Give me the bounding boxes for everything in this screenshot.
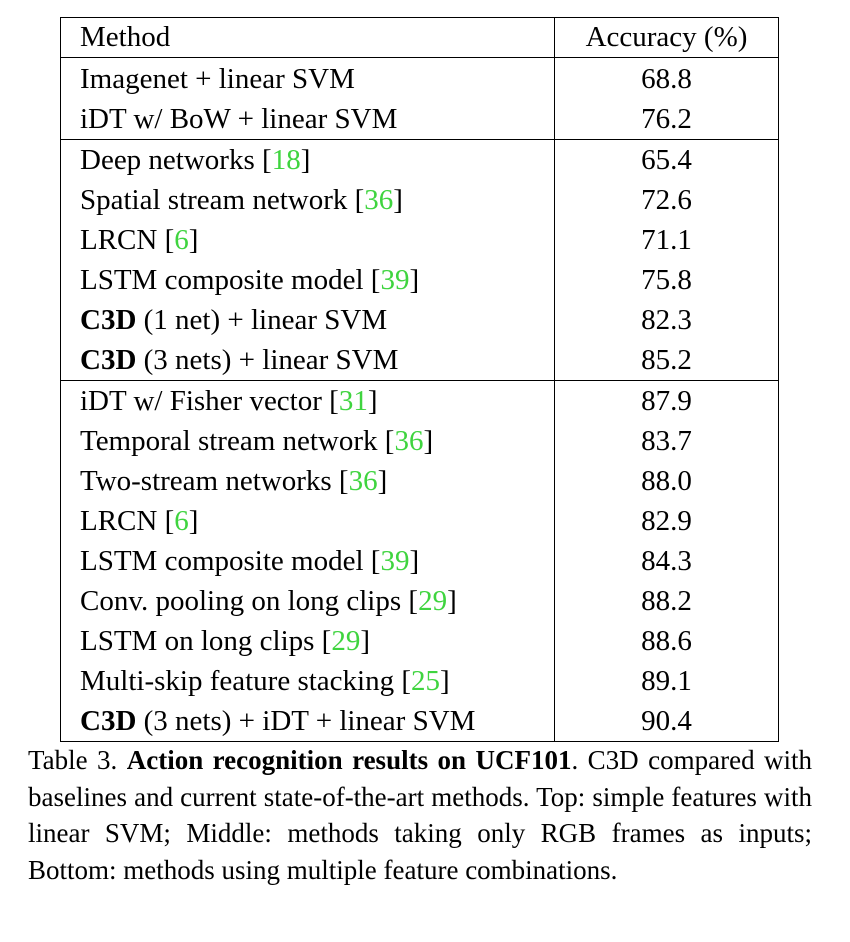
table-row [61,260,779,300]
method-bold-prefix: C3D [80,344,137,376]
table-row [61,621,779,661]
method-cell: LRCN [6] [61,220,555,260]
header-row [61,18,779,58]
citation-link[interactable]: 18 [271,144,301,176]
method-cell: LSTM composite model [39] [61,260,555,300]
table-header [61,18,779,58]
accuracy-cell: 82.3 [641,304,692,336]
table-row [61,180,779,220]
method-cell: Temporal stream network [36] [61,421,555,461]
table-row [61,58,779,100]
method-name: LSTM composite model [80,545,371,577]
results-table-container [60,17,778,742]
accuracy-cell: 68.8 [641,63,692,95]
citation-link[interactable]: 6 [174,224,189,256]
method-cell [61,300,555,340]
method-name: (1 net) + linear SVM [136,304,388,336]
accuracy-cell: 83.7 [641,425,692,457]
table-row [61,701,779,742]
accuracy-cell: 90.4 [641,705,692,737]
method-cell: Conv. pooling on long clips [29] [61,581,555,621]
accuracy-cell: 75.8 [641,264,692,296]
method-name: Two-stream networks [80,465,339,497]
caption-label: Table 3. [28,745,127,775]
method-cell: LSTM composite model [39] [61,541,555,581]
method-cell: Deep networks [18] [61,140,555,181]
method-cell [61,58,555,100]
caption-title: Action recognition results on UCF101 [126,745,572,775]
method-cell [61,340,555,381]
method-name: Multi-skip feature stacking [80,665,402,697]
citation-link[interactable]: 36 [394,425,424,457]
accuracy-cell: 88.2 [641,585,692,617]
table-group-1 [61,58,779,140]
accuracy-cell: 84.3 [641,545,692,577]
results-table [60,17,779,742]
accuracy-cell: 72.6 [641,184,692,216]
caption-text: . C3D compared with baselines and current state-of-the-art methods. Top: simple features with linear SVM; Middle: methods taking only RGB frames as inputs; Bottom: methods using multiple feature combinations. [28,745,813,885]
accuracy-cell: 88.6 [641,625,692,657]
method-bold-prefix: C3D [80,705,137,737]
table-row [61,541,779,581]
table-row [61,99,779,140]
table-row [61,300,779,340]
method-name: LSTM on long clips [80,625,322,657]
method-name: LRCN [80,224,165,256]
method-cell: LRCN [6] [61,501,555,541]
citation-link[interactable]: 29 [331,625,361,657]
accuracy-cell: 85.2 [641,344,692,376]
table-row [61,220,779,260]
accuracy-column-header: Accuracy (%) [555,18,779,58]
method-cell [61,99,555,140]
accuracy-cell: 89.1 [641,665,692,697]
citation-link[interactable]: 25 [411,665,441,697]
method-name: Conv. pooling on long clips [80,585,409,617]
table-caption [28,742,812,888]
table-row [61,661,779,701]
accuracy-cell: 88.0 [641,465,692,497]
table-row [61,581,779,621]
method-cell: Multi-skip feature stacking [25] [61,661,555,701]
table-row [61,140,779,181]
citation-link[interactable]: 36 [348,465,378,497]
table-group-3 [61,381,779,742]
method-name: Temporal stream network [80,425,385,457]
citation-link[interactable]: 36 [364,184,394,216]
method-name: Deep networks [80,144,263,176]
accuracy-cell: 65.4 [555,140,779,181]
method-cell: LSTM on long clips [29] [61,621,555,661]
table-row [61,501,779,541]
method-name: (3 nets) + linear SVM [136,344,399,376]
method-name: Imagenet + linear SVM [80,63,355,95]
method-name: LSTM composite model [80,264,371,296]
citation-link[interactable]: 39 [380,264,410,296]
method-name: iDT w/ Fisher vector [80,385,330,417]
method-name: Spatial stream network [80,184,355,216]
citation-link[interactable]: 29 [418,585,448,617]
table-row [61,340,779,381]
method-cell: Two-stream networks [36] [61,461,555,501]
citation-link[interactable]: 6 [174,505,189,537]
accuracy-cell: 82.9 [641,505,692,537]
table-row [61,461,779,501]
method-name: LRCN [80,505,165,537]
method-cell: iDT w/ Fisher vector [31] [61,381,555,422]
citation-link[interactable]: 39 [380,545,410,577]
table-row [61,421,779,461]
accuracy-cell: 87.9 [555,381,779,422]
accuracy-cell: 76.2 [641,103,692,135]
method-bold-prefix: C3D [80,304,137,336]
method-cell [61,701,555,742]
method-cell: Spatial stream network [36] [61,180,555,220]
accuracy-cell: 71.1 [641,224,692,256]
method-column-header: Method [61,18,555,58]
method-name: iDT w/ BoW + linear SVM [80,103,398,135]
method-name: (3 nets) + iDT + linear SVM [136,705,476,737]
citation-link[interactable]: 31 [338,385,368,417]
table-row [61,381,779,422]
table-group-2 [61,140,779,381]
